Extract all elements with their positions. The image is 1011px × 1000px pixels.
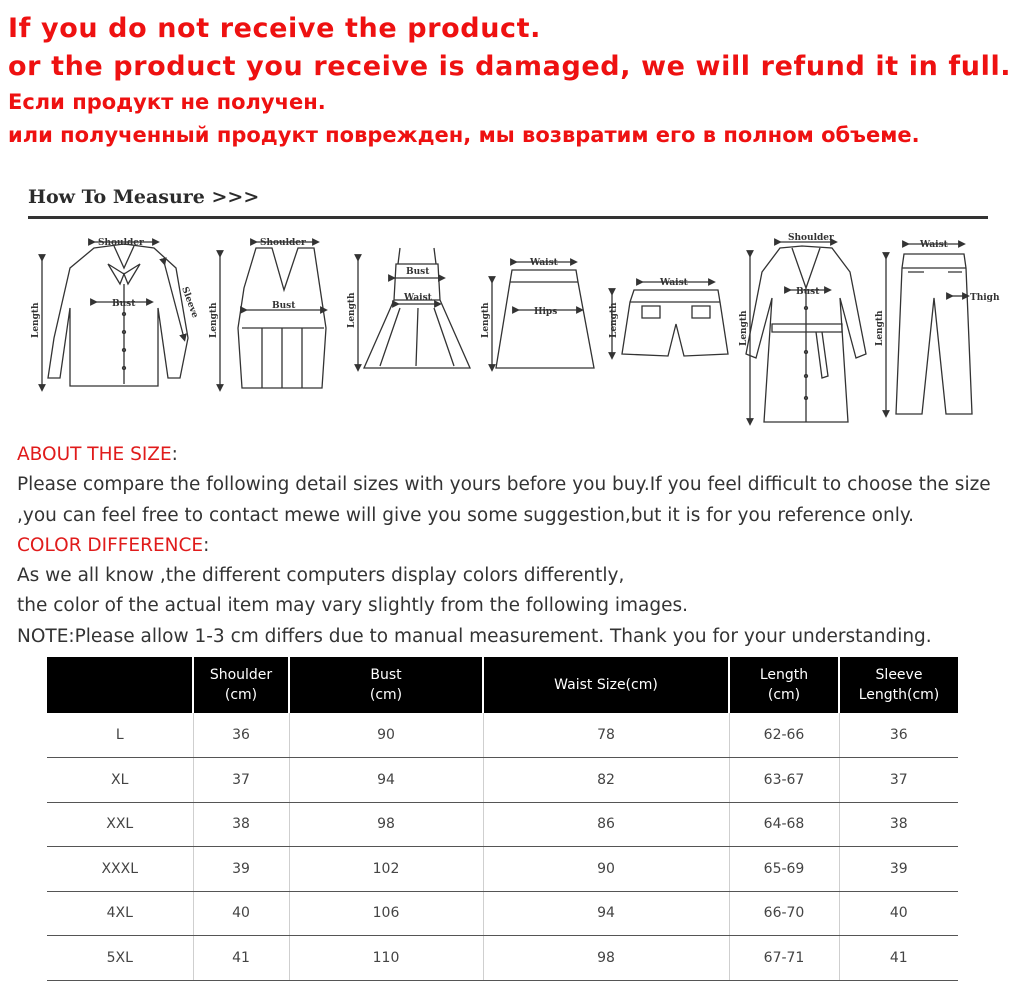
header-sleeve-line-2: Length(cm) <box>858 687 940 703</box>
cell-sleeve: 39 <box>839 847 958 892</box>
blouse-sleeve-label: Sleeve <box>179 285 200 320</box>
cell-waist: 94 <box>483 891 729 936</box>
cell-length: 65-69 <box>729 847 839 892</box>
header-waist <box>483 657 729 713</box>
cell-shoulder: 40 <box>193 891 289 936</box>
measurement-illustrations <box>8 228 1000 433</box>
cell-shoulder: 38 <box>193 802 289 847</box>
header-bust-line-1: Bust <box>370 667 402 683</box>
header-length-line-1: Length <box>759 667 809 683</box>
about-size-heading-row <box>17 440 997 470</box>
blouse-shoulder-label: Shoulder <box>98 238 144 248</box>
table-row <box>47 891 958 936</box>
refund-notice <box>8 10 1011 152</box>
cell-bust: 102 <box>289 847 483 892</box>
skirt-waist-label: Waist <box>530 258 558 268</box>
header-waist-line-1: Waist Size(cm) <box>554 677 658 693</box>
cell-waist: 98 <box>483 936 729 981</box>
about-size-colon: : <box>171 444 178 465</box>
vest-length-label: Length <box>209 302 219 338</box>
color-difference-heading-row <box>17 531 997 561</box>
dress-bust-label: Bust <box>406 267 430 277</box>
cell-shoulder: 39 <box>193 847 289 892</box>
cell-waist: 90 <box>483 847 729 892</box>
cell-waist: 78 <box>483 713 729 758</box>
cell-size: XXXL <box>47 847 193 892</box>
cell-length: 64-68 <box>729 802 839 847</box>
shorts-illustration <box>612 282 728 356</box>
header-sleeve <box>839 657 958 713</box>
about-size-line-1: Please compare the following detail sizes with yours before you buy.If you feel difficult to choose the size <box>17 474 991 496</box>
pants-length-label: Length <box>875 310 885 346</box>
pants-waist-label: Waist <box>920 240 948 250</box>
color-difference-heading: COLOR DIFFERENCE <box>17 534 204 556</box>
measure-divider <box>28 216 988 219</box>
cell-size: L <box>47 713 193 758</box>
cell-length: 67-71 <box>729 936 839 981</box>
blouse-length-label: Length <box>31 302 41 338</box>
cell-length: 62-66 <box>729 713 839 758</box>
table-row <box>47 713 958 758</box>
color-line-2: the color of the actual item may vary slightly from the following images. <box>17 595 689 617</box>
cell-shoulder: 37 <box>193 758 289 803</box>
shorts-waist-label: Waist <box>660 278 688 288</box>
cell-sleeve: 40 <box>839 891 958 936</box>
table-header-row <box>47 657 958 713</box>
dress-waist-label: Waist <box>404 293 432 303</box>
coat-length-label: Length <box>739 310 749 346</box>
vest-top-illustration <box>220 242 326 388</box>
cell-shoulder: 36 <box>193 713 289 758</box>
color-difference-colon: : <box>203 534 210 556</box>
cell-length: 66-70 <box>729 891 839 936</box>
skirt-length-label: Length <box>481 302 491 338</box>
measurement-note: NOTE:Please allow 1-3 cm differs due to manual measurement. Thank you for your understanding. <box>17 625 932 647</box>
coat-illustration <box>746 242 866 422</box>
blouse-bust-label: Bust <box>112 299 136 309</box>
dress-length-label: Length <box>347 292 357 328</box>
table-row <box>47 802 958 847</box>
header-shoulder-line-1: Shoulder <box>209 667 273 683</box>
cell-length: 63-67 <box>729 758 839 803</box>
measure-title: How To Measure >>> <box>28 186 260 208</box>
header-size <box>47 657 193 713</box>
header-length-line-2: (cm) <box>767 687 801 703</box>
color-line-1: As we all know ,the different computers display colors differently, <box>17 565 625 587</box>
cell-waist: 82 <box>483 758 729 803</box>
vest-shoulder-label: Shoulder <box>260 238 306 248</box>
notice-line-en-2: or the product you receive is damaged, we will refund it in full. <box>8 51 1011 82</box>
table-row <box>47 936 958 981</box>
cell-bust: 110 <box>289 936 483 981</box>
size-chart-table <box>47 657 958 981</box>
header-length <box>729 657 839 713</box>
header-shoulder-line-2: (cm) <box>224 687 258 703</box>
cell-size: XXL <box>47 802 193 847</box>
notice-line-en-1: If you do not receive the product. <box>8 13 541 44</box>
pants-thigh-label: Thigh <box>970 293 1000 303</box>
coat-shoulder-label: Shoulder <box>788 233 834 243</box>
table-row <box>47 847 958 892</box>
about-size-line-2: ,you can feel free to contact mewe will give you some suggestion,but it is for you reference only. <box>17 504 915 526</box>
cell-size: 5XL <box>47 936 193 981</box>
cell-bust: 106 <box>289 891 483 936</box>
cell-sleeve: 36 <box>839 713 958 758</box>
coat-bust-label: Bust <box>796 287 820 297</box>
cell-size: 4XL <box>47 891 193 936</box>
blouse-illustration <box>42 242 188 388</box>
header-sleeve-line-1: Sleeve <box>875 667 923 683</box>
pants-illustration <box>886 244 972 414</box>
header-bust-line-2: (cm) <box>369 687 403 703</box>
cell-waist: 86 <box>483 802 729 847</box>
cell-bust: 98 <box>289 802 483 847</box>
table-row <box>47 758 958 803</box>
vest-bust-label: Bust <box>272 301 296 311</box>
cell-size: XL <box>47 758 193 803</box>
notice-line-ru-1: Если продукт не получен. <box>8 90 326 114</box>
how-to-measure-section <box>8 170 1000 435</box>
cell-sleeve: 38 <box>839 802 958 847</box>
skirt-hips-label: Hips <box>534 307 558 317</box>
cell-sleeve: 37 <box>839 758 958 803</box>
size-info <box>17 440 997 652</box>
cell-bust: 94 <box>289 758 483 803</box>
notice-line-ru-2: или полученный продукт поврежден, мы возвратим его в полном объеме. <box>8 123 920 147</box>
header-bust <box>289 657 483 713</box>
dress-illustration <box>358 248 470 368</box>
cell-bust: 90 <box>289 713 483 758</box>
about-size-heading: ABOUT THE SIZE <box>17 444 172 465</box>
header-shoulder <box>193 657 289 713</box>
shorts-length-label: Length <box>609 302 619 338</box>
cell-shoulder: 41 <box>193 936 289 981</box>
cell-sleeve: 41 <box>839 936 958 981</box>
